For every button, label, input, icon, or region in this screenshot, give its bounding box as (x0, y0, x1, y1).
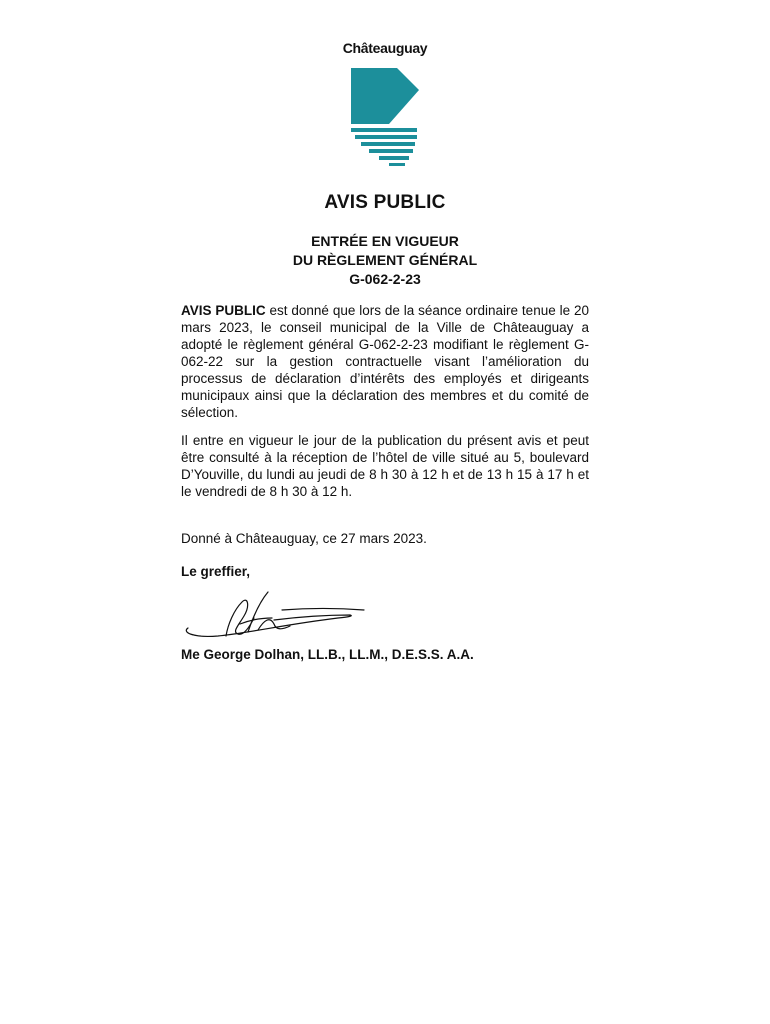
paragraph-adoption (181, 302, 589, 421)
logo-emblem-icon (349, 66, 421, 168)
subtitle-line-1: ENTRÉE EN VIGUEUR (311, 233, 459, 249)
subtitle-line-3: G-062-2-23 (349, 271, 421, 287)
notice-subtitle (0, 232, 770, 289)
logo-wordmark: Châteauguay (342, 40, 428, 56)
paragraph-effect: Il entre en vigueur le jour de la publication du présent avis et peut être consulté à la réception de l’hôtel de ville situé au 5, boulevard D’Youville, du lundi au jeudi de 8 h 30 à 12 h et de 13 h 15 à 17 h et le vendredi de 8 h 30 à 12 h. (181, 433, 589, 499)
signer-name: Me George Dolhan, LL.B., LL.M., D.E.S.S. A.A. (181, 647, 474, 662)
handwritten-signature (178, 590, 368, 642)
city-logo (0, 40, 770, 168)
date-line: Donné à Châteauguay, ce 27 mars 2023. (181, 531, 427, 546)
paragraph-adoption-text: est donné que lors de la séance ordinaire tenue le 20 mars 2023, le conseil municipal de la Ville de Châteauguay a adopté le règlement général G-062-2-23 modifiant le règlement G-062-22 sur la gestion contractuelle visant l’amélioration du processus de déclaration d’intérêts des employés et dirigeants municipaux ainsi que la déclaration des membres et du comité de sélection. (181, 303, 589, 420)
subtitle-line-2: DU RÈGLEMENT GÉNÉRAL (292, 252, 478, 268)
signer-role: Le greffier, (181, 564, 251, 579)
paragraph-lead: AVIS PUBLIC (181, 303, 266, 318)
notice-title: AVIS PUBLIC (324, 192, 446, 213)
